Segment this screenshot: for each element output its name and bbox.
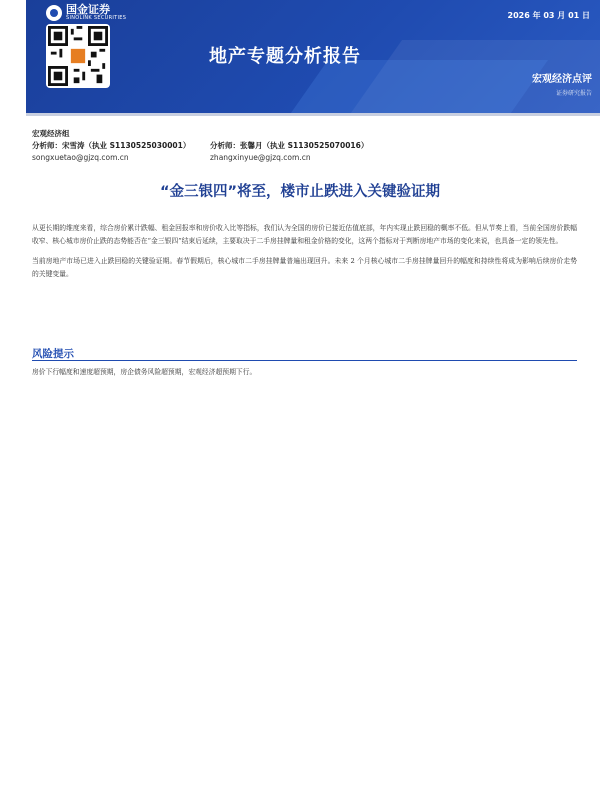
risk-section-title: 风险提示	[32, 348, 74, 360]
report-title: 地产专题分析报告	[209, 46, 361, 67]
header-banner	[26, 0, 600, 113]
analyst-2-email[interactable]: zhangxinyue@gjzq.com.cn	[210, 153, 311, 162]
report-body	[32, 222, 577, 288]
body-paragraph-2: 当前房地产市场已进入止跌回稳的关键验证期。春节假期后，核心城市二手房挂牌量普遍出现回升。未来 2 个月核心城市二手房挂牌量回升的幅度和持续性将成为影响后续房价走势的关键变量。	[32, 257, 577, 278]
logo-cn-text: 国金证券	[66, 3, 110, 16]
report-date: 2026 年 03 月 01 日	[507, 11, 590, 20]
risk-divider	[32, 360, 577, 361]
risk-text: 房价下行幅度和速度超预期，房企债务风险超预期，宏观经济超预期下行。	[32, 368, 257, 376]
company-logo	[46, 4, 126, 21]
report-headline: “金三银四”将至，楼市止跌进入关键验证期	[159, 184, 441, 200]
body-paragraph-1: 从更长期的维度来看，综合房价累计跌幅、租金回报率和房价收入比等指标，我们认为全国的房价已接近估值底部，年内实现止跌回稳的概率不低。但从节奏上看，当前全国房价跌幅收窄、核心城市房价止跌的态势能否在“金三银四”结束后延续，主要取决于二手房挂牌量和租金价格的变化，这两个指标对于判断房地产市场的变化来说，也具备一定的领先性。	[32, 224, 577, 245]
logo-en-text: SINOLINK SECURITIES	[66, 15, 127, 21]
team-name: 宏观经济组	[32, 129, 70, 138]
analyst-2-label: 分析师：张馨月（执业 S1130525070016）	[210, 141, 369, 150]
banner-divider	[26, 113, 600, 116]
analyst-block	[32, 128, 368, 164]
qr-code-icon	[46, 24, 110, 88]
analyst-1-email[interactable]: songxuetao@gjzq.com.cn	[32, 153, 129, 162]
analyst-1-label: 分析师：宋雪涛（执业 S1130525030001）	[32, 141, 191, 150]
report-subtype: 证券研究报告	[555, 90, 592, 97]
logo-icon	[46, 5, 62, 21]
report-type: 宏观经济点评	[532, 74, 592, 85]
